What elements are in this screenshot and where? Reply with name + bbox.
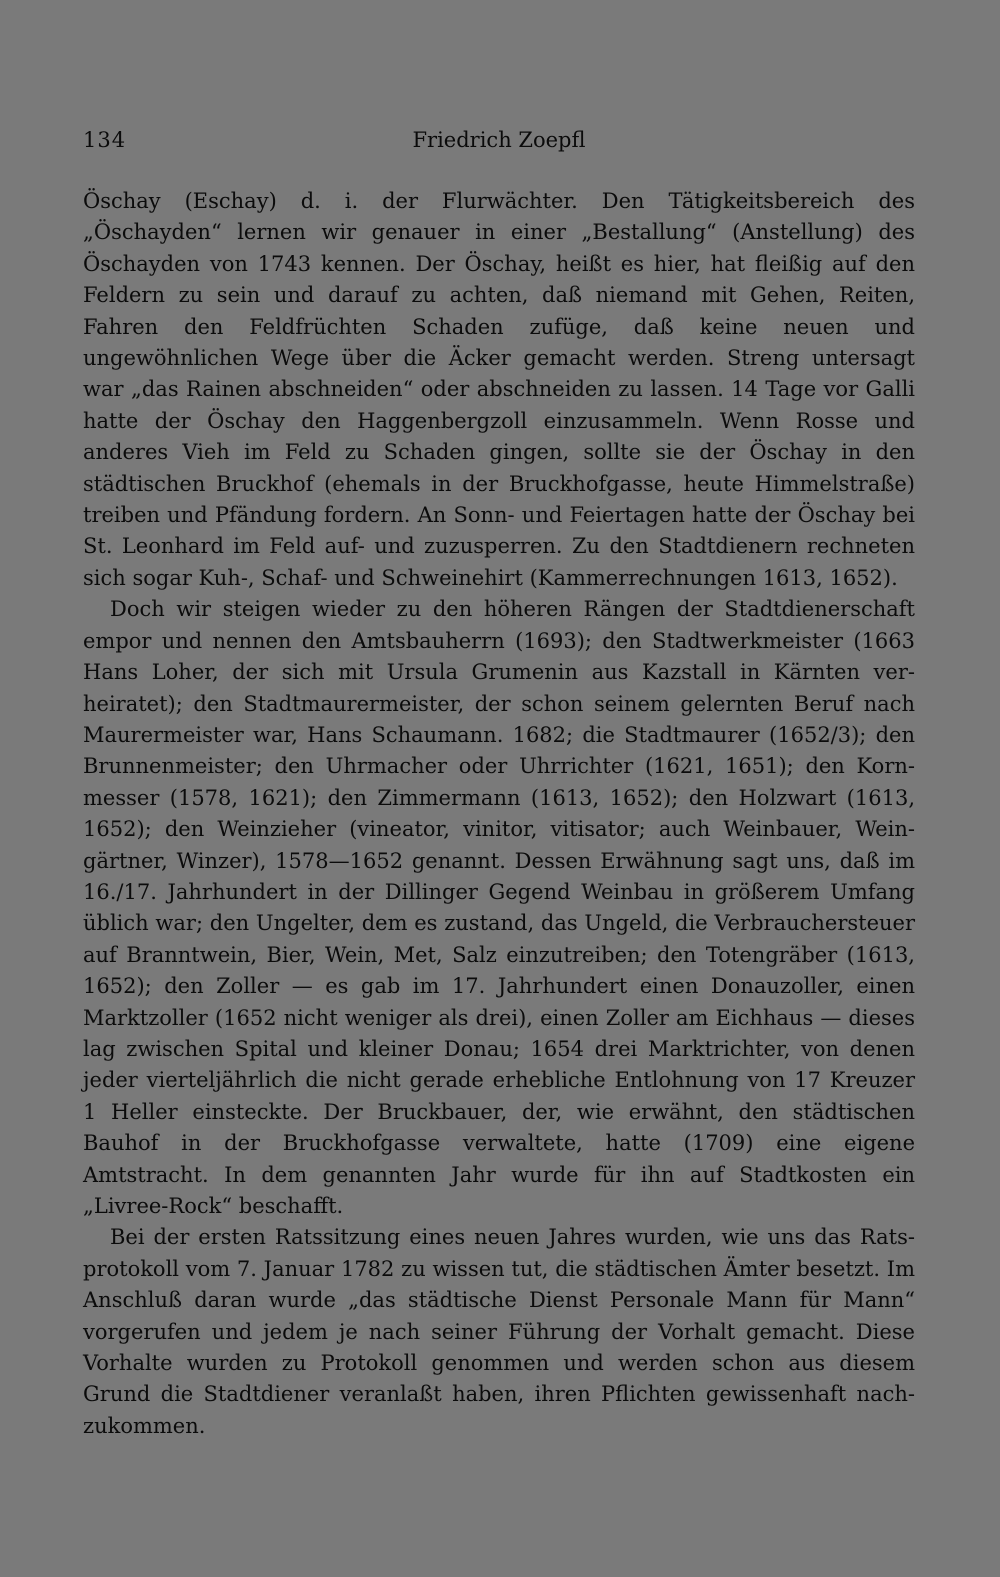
page-header (83, 128, 915, 168)
page-number: 134 (83, 128, 127, 152)
paragraph-stadtdienerschaft: Doch wir steigen wieder zu den höheren Rängen der Stadtdienerschaft empor und nennen den Amtsbauherrn (1693); den Stadtwerkmeister (1663 Hans Loher, der sich mit Ursula Grumenin aus Kazstall in Kärnten verheiratet); den Stadtmaurermeister, der schon seinem gelernten Beruf nach Maurermeister war, Hans Schaumann. 1682; die Stadtmaurer (1652/3); den Brunnenmeister; den Uhrmacher oder Uhrrichter (1621, 1651); den Kornmesser (1578, 1621); den Zimmermann (1613, 1652); den Holzwart (1613, 1652); den Weinzieher (vineator, vinitor, vitisator; auch Weinbauer, Weingärtner, Winzer), 1578—1652 genannt. Dessen Erwähnung sagt uns, daß im 16./17. Jahrhundert in der Dillinger Gegend Weinbau in größerem Umfang üblich war; den Ungelter, dem es zustand, das Ungeld, die Verbrauchersteuer auf Branntwein, Bier, Wein, Met, Salz einzutreiben; den Totengräber (1613, 1652); den Zoller — es gab im 17. Jahrhundert einen Donauzoller, einen Marktzoller (1652 nicht weniger als drei), einen Zoller am Eichhaus — dieses lag zwischen Spital und kleiner Donau; 1654 drei Marktrichter, von denen jeder vierteljährlich die nicht gerade erhebliche Entlohnung von 17 Kreuzer 1 Heller einsteckte. Der Bruckbauer, der, wie erwähnt, den städtischen Bauhof in der Bruckhofgasse verwaltete, hatte (1709) eine eigene Amtstracht. In dem genannten Jahr wurde für ihn auf Stadtkosten ein „Livree-Rock“ beschafft. (83, 597, 915, 1218)
running-title: Friedrich Zoepfl (412, 128, 586, 152)
book-page (83, 128, 915, 1442)
paragraph-oeschay: Öschay (Eschay) d. i. der Flurwächter. Den Tätigkeitsbereich des „Öschayden“ lernen wir genauer in einer „Bestallung“ (Anstellung) des Öschayden von 1743 kennen. Der Öschay, heißt es hier, hat fleißig auf den Feldern zu sein und darauf zu achten, daß niemand mit Gehen, Reiten, Fahren den Feldfrüchten Schaden zufüge, daß keine neuen und ungewöhnlichen Wege über die Äcker gemacht werden. Streng untersagt war „das Rainen abschneiden“ oder abschneiden zu lassen. 14 Tage vor Galli hatte der Öschay den Haggenbergzoll einzusammeln. Wenn Rosse und anderes Vieh im Feld zu Schaden gingen, sollte sie der Öschay in den städtischen Bruckhof (ehemals in der Bruckhofgasse, heute Himmelstraße) treiben und Pfändung fordern. An Sonn- und Feiertagen hatte der Öschay bei St. Leonhard im Feld auf- und zuzusperren. Zu den Stadtdienern rechneten sich sogar Kuh-, Schaf- und Schweinehirt (Kammerrechnungen 1613, 1652). (83, 189, 915, 590)
body-text (83, 186, 915, 1442)
paragraph-ratssitzung: Bei der ersten Ratssitzung eines neuen Jahres wurden, wie uns das Ratsprotokoll vom 7. Januar 1782 zu wissen tut, die städtischen Ämter besetzt. Im Anschluß daran wurde „das städtische Dienst Personale Mann für Mann“ vorgerufen und jedem je nach seiner Führung der Vorhalt gemacht. Diese Vorhalte wurden zu Protokoll genommen und werden schon aus diesem Grund die Stadtdiener veranlaßt haben, ihren Pflichten gewissenhaft nachzukommen. (83, 1225, 915, 1438)
